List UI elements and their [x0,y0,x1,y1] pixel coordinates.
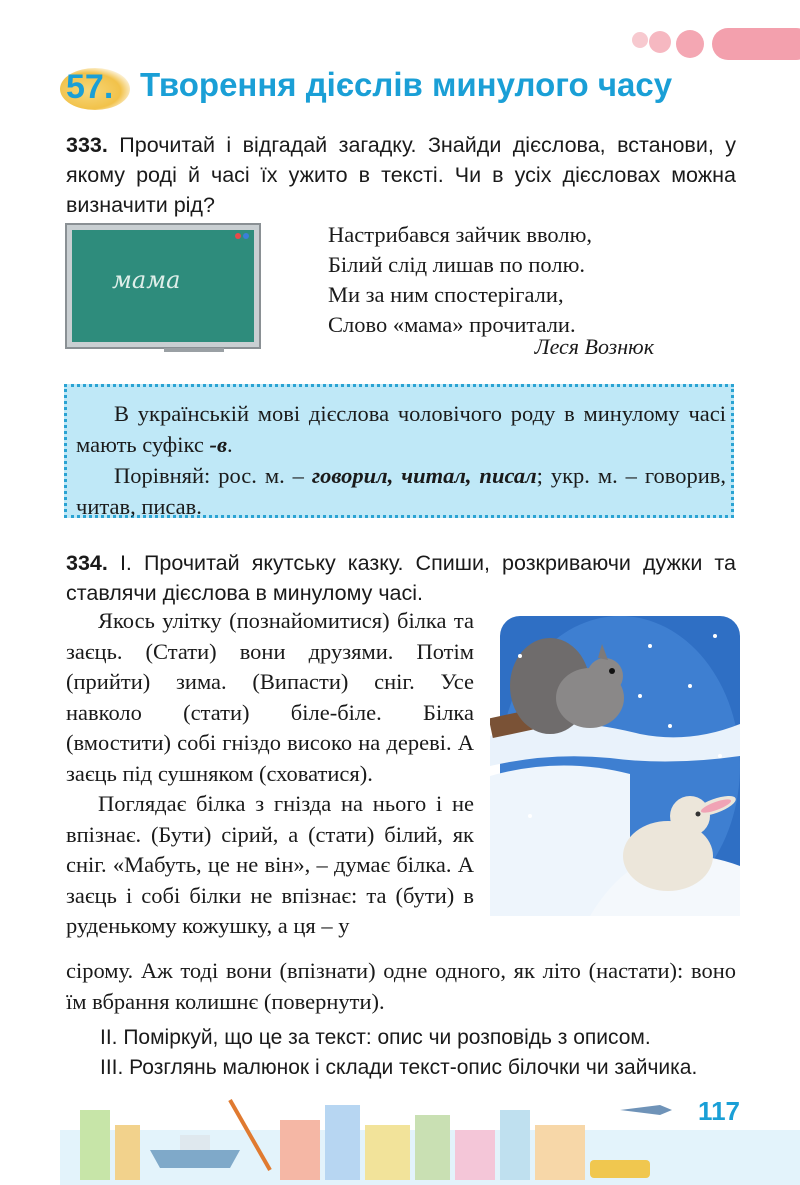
city-footer-decoration [60,1090,800,1185]
poem-author: Леся Вознюк [534,334,654,359]
task-text: Прочитай і відгадай загадку. Знайди дієслова, встанови, у якому роді й часі їх ужито в тексті. Чи в усіх дієсловах можна визначити рід? [66,133,736,217]
task-text: I. Прочитай якутську казку. Спиши, розкриваючи дужки та ставлячи дієслова в минулому часі. [66,551,736,605]
task-number: 333. [66,133,108,157]
task-number: 334. [66,551,108,575]
header-decoration [0,0,800,60]
lesson-title: Творення дієслів минулого часу [140,66,673,103]
poem-line: Слово «мама» прочитали. [328,312,576,337]
task-334 [66,548,736,608]
poem-line: Настрибався зайчик вволю, [328,222,593,247]
story-text-continued [66,956,736,1017]
riddle-poem [328,220,592,340]
chalkboard-illustration [64,222,262,354]
poem-line: Білий слід лишав по полю. [328,252,586,277]
task-333 [66,130,736,220]
story-text [66,606,474,942]
poem-line: Ми за ним спостерігали, [328,282,564,307]
squirrel-hare-illustration [490,616,740,926]
question-2: II. Поміркуй, що це за текст: опис чи розповідь з описом. [100,1026,651,1049]
board-word: мама [112,266,181,294]
question-3: III. Розглянь малюнок і склади текст-опис білочки чи зайчика. [100,1056,698,1079]
grammar-rule-text: В українській мові дієслова чоловічого роду в минулому часі мають суфікс -в. Порівняй: рос. м. – говорил, читал, писал; укр. м. – говорив, читав, писав. [76,401,726,519]
story-paragraph: сірому. Аж тоді вони (впізнати) одне одного, як літо (настати): воно їм вбрання колишнє (повернути). [66,958,736,1014]
story-paragraph: Якось улітку (познайомитися) білка та заєць. (Стати) вони друзями. Потім (прийти) зима. (Випасти) сніг. Усе навколо (стати) біле-біле. Білка (вмостити) собі гніздо високо на дереві. А заєць під сушняком (сховатися). [66,608,474,786]
story-paragraph: Поглядає білка з гнізда на нього і не впізнає. (Бути) сірий, а (стати) білий, як сніг. «Мабуть, це не він», – думає білка. А заєць і собі білки не впізнає: та (бути) в руденькому кожушку, а ця – у [66,791,474,938]
page-number: 117 [698,1096,740,1126]
lesson-number: 57. [66,68,114,106]
